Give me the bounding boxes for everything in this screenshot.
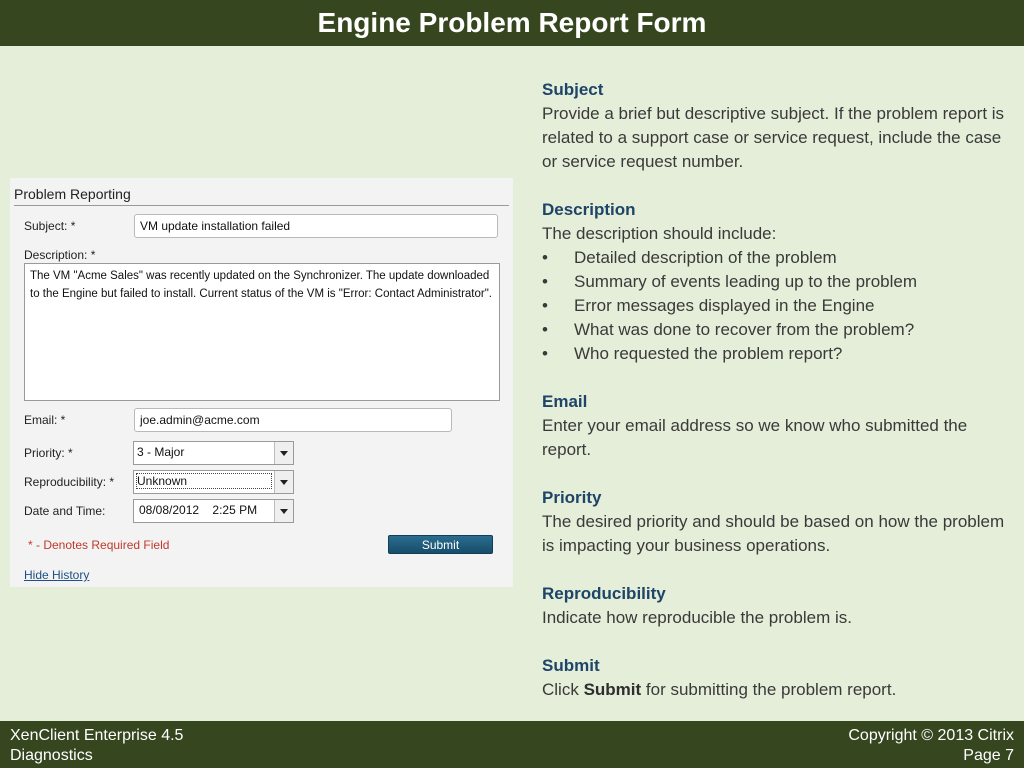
- help-submit: [542, 654, 1012, 702]
- description-textarea[interactable]: The VM "Acme Sales" was recently updated on the Synchronizer. The update downloaded to the Engine but failed to install. Current status of the VM is "Error: Contact Administrator".: [24, 263, 500, 401]
- datetime-value: 08/08/2012 2:25 PM: [139, 503, 258, 517]
- reproducibility-select-value: Unknown: [137, 474, 271, 488]
- slide-title: Engine Problem Report Form: [0, 0, 1024, 46]
- help-subject-text: Provide a brief but descriptive subject. If the problem report is related to a support case or service request, include the case or service request number.: [542, 104, 1005, 171]
- submit-button[interactable]: Submit: [388, 535, 493, 554]
- list-item: [542, 318, 1012, 342]
- list-item: [542, 342, 1012, 366]
- email-input[interactable]: [134, 408, 452, 432]
- chevron-down-icon: [280, 480, 288, 485]
- help-description-heading: Description: [542, 200, 636, 219]
- slide-footer: [0, 721, 1024, 768]
- help-description: [542, 198, 1012, 366]
- help-email: [542, 390, 1012, 462]
- required-field-note: * - Denotes Required Field: [28, 538, 170, 552]
- help-priority-heading: Priority: [542, 488, 602, 507]
- priority-label: Priority: *: [24, 446, 73, 460]
- bullet-icon: •: [542, 272, 548, 291]
- priority-select-value: 3 - Major: [137, 445, 185, 459]
- footer-product: XenClient Enterprise 4.5: [10, 727, 184, 744]
- footer-section: Diagnostics: [10, 747, 93, 764]
- help-submit-text-bold: Submit: [583, 680, 642, 699]
- help-submit-text: [542, 678, 1012, 702]
- list-item: [542, 270, 1012, 294]
- bullet-icon: •: [542, 296, 548, 315]
- bullet-icon: •: [542, 248, 548, 267]
- reproducibility-select[interactable]: [133, 470, 294, 494]
- email-label: Email: *: [24, 413, 66, 427]
- help-email-text: Enter your email address so we know who submitted the report.: [542, 416, 968, 459]
- help-email-heading: Email: [542, 392, 588, 411]
- help-description-intro: The description should include:: [542, 224, 777, 243]
- help-submit-text-after: for submitting the problem report.: [641, 680, 897, 699]
- bullet-icon: •: [542, 320, 548, 339]
- datetime-dropdown-button[interactable]: [274, 500, 293, 522]
- panel-title: Problem Reporting: [14, 186, 131, 202]
- priority-select[interactable]: [133, 441, 294, 465]
- problem-reporting-panel: [10, 178, 513, 587]
- chevron-down-icon: [280, 509, 288, 514]
- subject-input[interactable]: [134, 214, 498, 238]
- list-item-text: Detailed description of the problem: [574, 248, 837, 267]
- footer-page-number: Page 7: [963, 747, 1014, 764]
- help-priority-text: The desired priority and should be based on how the problem is impacting your business operations.: [542, 512, 1005, 555]
- help-subject-heading: Subject: [542, 80, 604, 99]
- email-input-value: joe.admin@acme.com: [140, 413, 260, 427]
- help-priority: [542, 486, 1012, 558]
- list-item: [542, 246, 1012, 270]
- help-reproducibility: [542, 582, 1012, 630]
- help-reproducibility-text: Indicate how reproducible the problem is.: [542, 608, 852, 627]
- help-submit-text-before: Click: [542, 680, 584, 699]
- list-item-text: Summary of events leading up to the problem: [574, 272, 918, 291]
- list-item-text: What was done to recover from the problem?: [574, 320, 915, 339]
- footer-left: [10, 726, 183, 766]
- list-item-text: Who requested the problem report?: [574, 344, 843, 363]
- panel-divider: [14, 205, 509, 206]
- help-submit-heading: Submit: [542, 656, 600, 675]
- help-description-list: [542, 246, 1012, 366]
- subject-input-value: VM update installation failed: [140, 219, 291, 233]
- datetime-label: Date and Time:: [24, 504, 106, 518]
- hide-history-link[interactable]: Hide History: [24, 568, 90, 582]
- footer-right: [848, 726, 1014, 766]
- list-item-text: Error messages displayed in the Engine: [574, 296, 875, 315]
- priority-dropdown-button[interactable]: [274, 442, 293, 464]
- chevron-down-icon: [280, 451, 288, 456]
- bullet-icon: •: [542, 344, 548, 363]
- subject-label: Subject: *: [24, 219, 76, 233]
- help-subject: [542, 78, 1012, 174]
- footer-copyright: Copyright © 2013 Citrix: [848, 727, 1014, 744]
- reproducibility-label: Reproducibility: *: [24, 475, 115, 489]
- help-text-column: [542, 78, 1012, 702]
- help-reproducibility-heading: Reproducibility: [542, 584, 666, 603]
- description-label: Description: *: [24, 248, 96, 262]
- datetime-picker[interactable]: [133, 499, 294, 523]
- reproducibility-dropdown-button[interactable]: [274, 471, 293, 493]
- list-item: [542, 294, 1012, 318]
